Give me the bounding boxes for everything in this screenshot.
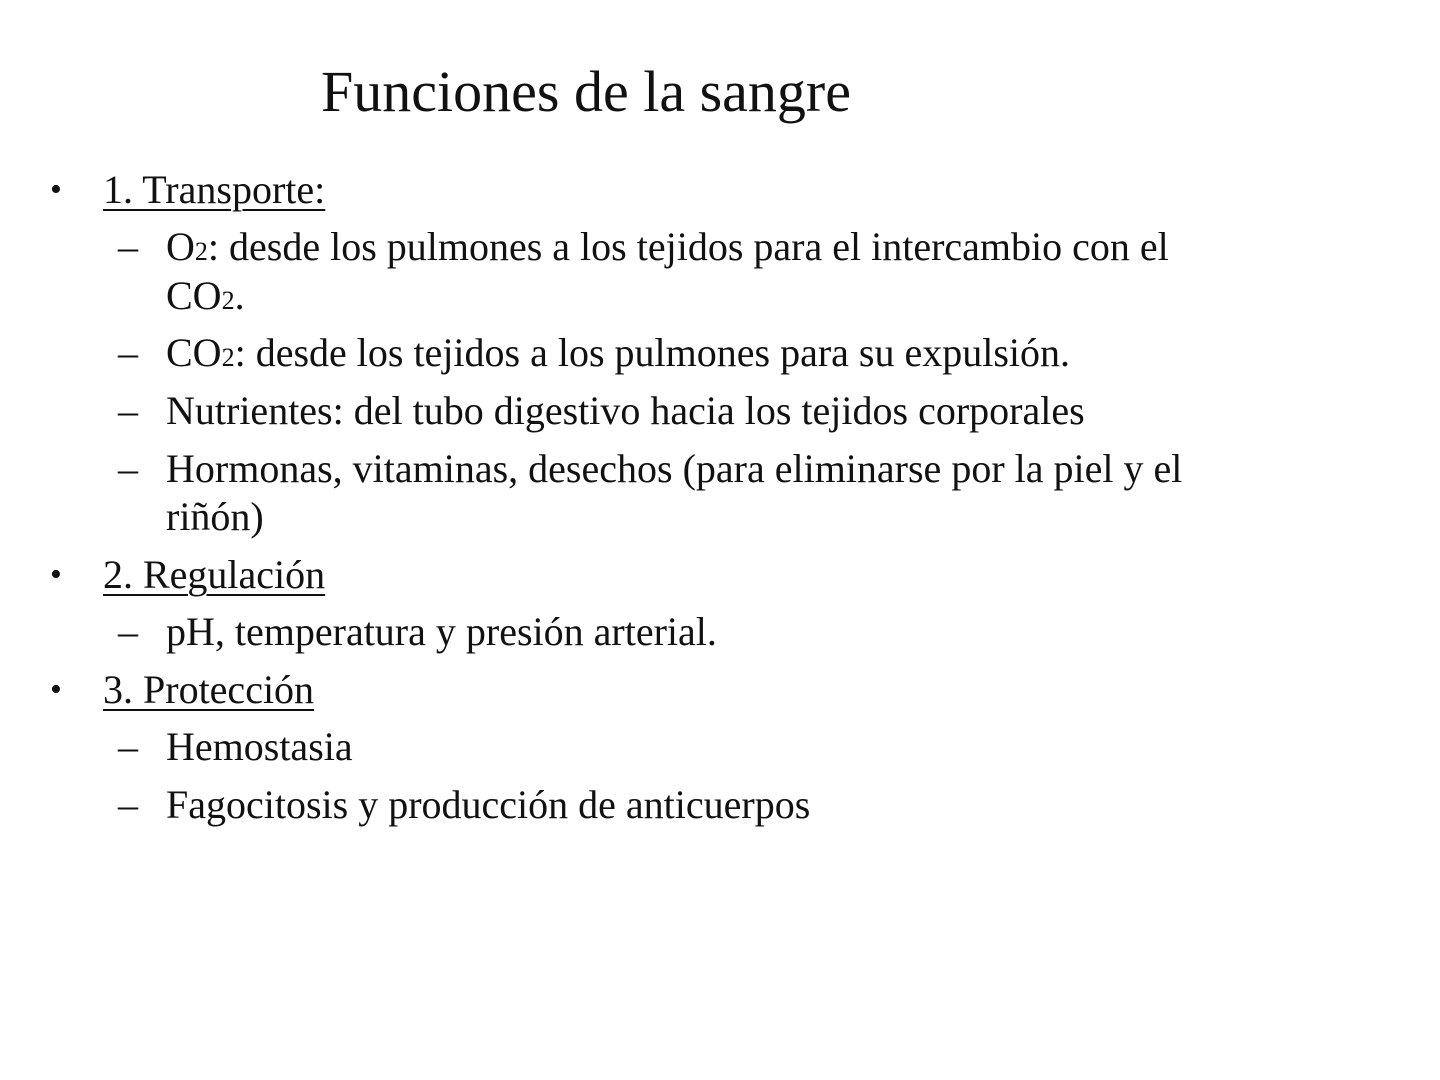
bullet-icon: • (50, 171, 62, 208)
section-heading-proteccion: 3. Protección (103, 667, 315, 712)
text: . (234, 273, 245, 318)
dash-icon: – (118, 724, 138, 769)
dash-icon: – (118, 388, 138, 433)
dash-icon: – (118, 224, 138, 269)
text: O (166, 224, 195, 269)
text: CO (166, 273, 222, 318)
list-item (166, 223, 1169, 276)
subscript: 2 (221, 343, 235, 372)
list-item: Nutrientes: del tubo digestivo hacia los tejidos corporales (166, 388, 1085, 433)
dash-icon: – (118, 782, 138, 827)
bullet-icon: • (50, 556, 62, 593)
list-item: Hormonas, vitaminas, desechos (para eliminarse por la piel y el (166, 446, 1183, 491)
list-item (166, 329, 1070, 382)
section-heading-regulacion: 2. Regulación (103, 552, 326, 597)
subscript: 2 (221, 286, 235, 315)
dash-icon: – (118, 330, 138, 375)
text: : desde los tejidos a los pulmones para su expulsión. (234, 330, 1071, 375)
list-item: Hemostasia (166, 724, 353, 769)
subscript: 2 (194, 237, 208, 266)
list-item-continuation: riñón) (166, 494, 264, 539)
text: : desde los pulmones a los tejidos para el intercambio con el (207, 224, 1169, 269)
section-heading-transporte: 1. Transporte: (103, 167, 326, 212)
list-item: pH, temperatura y presión arterial. (166, 609, 717, 654)
dash-icon: – (118, 609, 138, 654)
dash-icon: – (118, 446, 138, 491)
list-item-continuation (166, 272, 245, 325)
list-item: Fagocitosis y producción de anticuerpos (166, 782, 811, 827)
slide-title: Funciones de la sangre (321, 59, 851, 124)
bullet-icon: • (50, 671, 62, 708)
text: CO (166, 330, 222, 375)
